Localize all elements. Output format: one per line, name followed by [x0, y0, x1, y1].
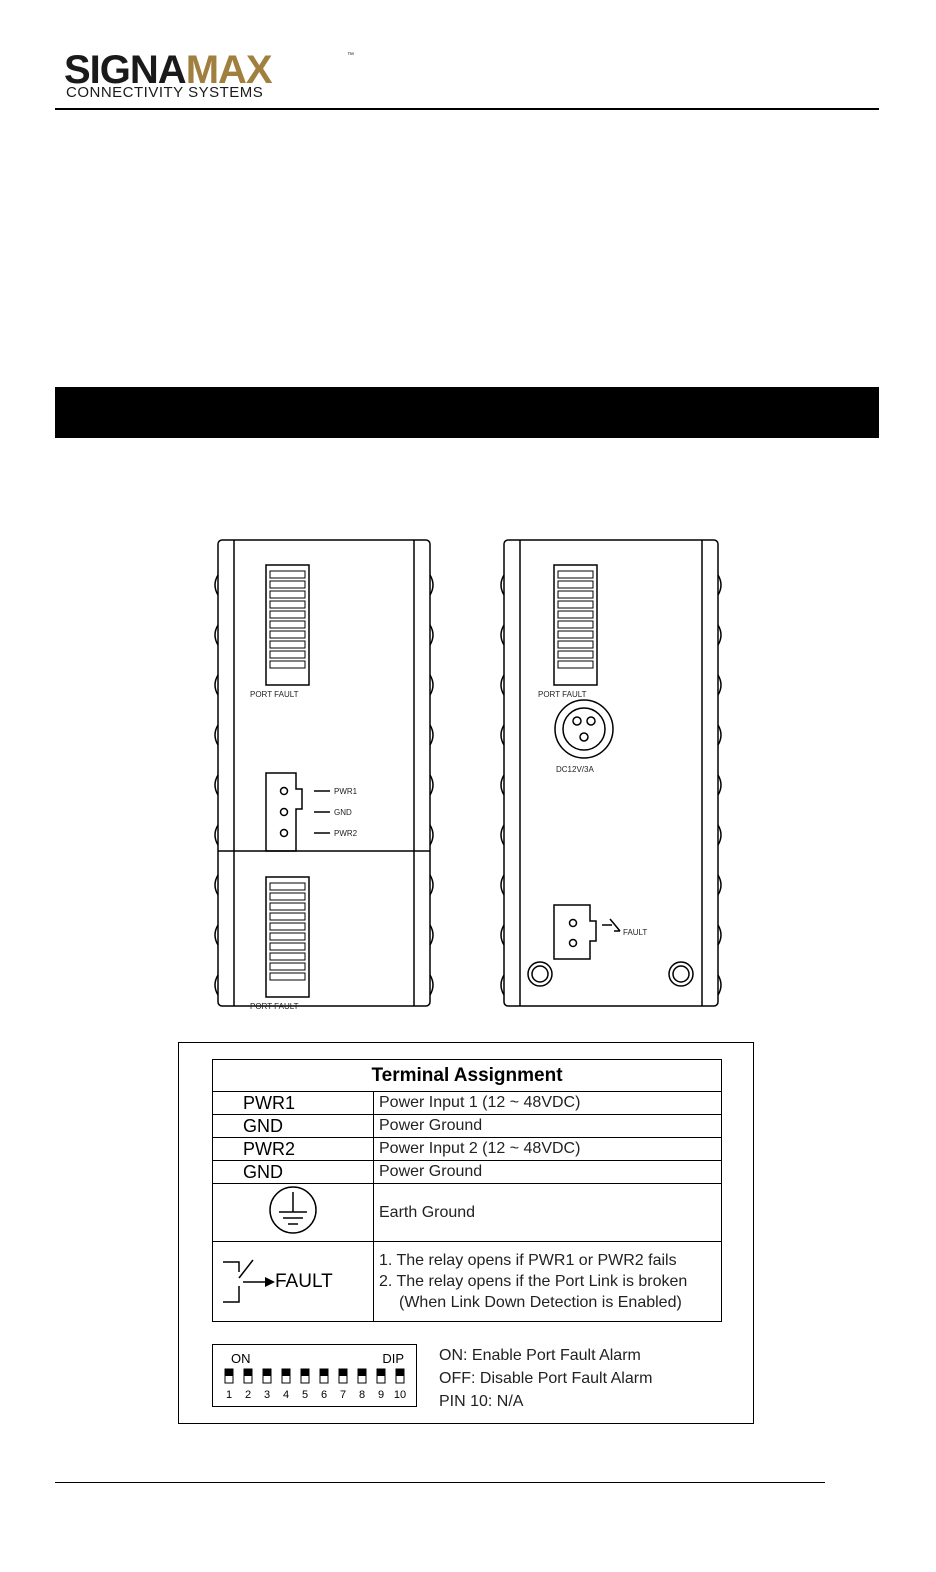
dip-legend-line: ON: Enable Port Fault Alarm — [439, 1347, 641, 1364]
dip-dip-label: DIP — [382, 1351, 404, 1366]
left-pwr2-label: PWR2 — [334, 829, 358, 838]
table-row-earth — [213, 1184, 722, 1242]
terminal-assignment-box — [178, 1042, 754, 1424]
dip-legend — [439, 1344, 652, 1413]
dip-pin-number: 1 — [225, 1389, 233, 1401]
table-row — [213, 1092, 722, 1115]
fault-desc-line: 1. The relay opens if PWR1 or PWR2 fails — [379, 1252, 677, 1269]
table-row — [213, 1161, 722, 1184]
terminal-assignment-table — [212, 1059, 722, 1322]
dip-pin-number: 5 — [301, 1389, 309, 1401]
logo-trademark: ™ — [347, 52, 354, 59]
left-port-fault-bottom-label: PORT FAULT — [250, 1002, 299, 1011]
dip-pin-number: 7 — [339, 1389, 347, 1401]
footer-rule — [55, 1482, 825, 1483]
fault-desc-cell — [374, 1242, 722, 1322]
dip-switch-diagram — [212, 1344, 417, 1407]
earth-icon-cell — [213, 1184, 374, 1242]
dip-switch-array — [213, 1345, 416, 1406]
dip-pin-number: 10 — [393, 1389, 407, 1401]
terminal-desc: Power Input 2 (12 ~ 48VDC) — [374, 1138, 722, 1161]
header-rule — [55, 108, 879, 110]
left-gnd-label: GND — [334, 808, 352, 817]
table-header-row — [213, 1060, 722, 1092]
fault-desc-line: 2. The relay opens if the Port Link is broken — [379, 1273, 688, 1290]
device-drawing — [210, 535, 730, 1013]
logo-brand-gold: MAX — [185, 48, 272, 92]
earth-ground-icon — [267, 1184, 319, 1236]
fault-icon-cell — [213, 1242, 374, 1322]
left-dip-switches — [270, 571, 305, 980]
logo-brand-dark: SIGNA — [64, 48, 186, 92]
dip-legend-line: OFF: Disable Port Fault Alarm — [439, 1370, 653, 1387]
left-pwr1-label: PWR1 — [334, 787, 358, 796]
dip-pin-number: 9 — [377, 1389, 385, 1401]
right-fault-label: FAULT — [623, 928, 648, 937]
device-figure — [210, 535, 730, 1013]
dip-pin-number: 6 — [320, 1389, 328, 1401]
table-row — [213, 1115, 722, 1138]
table-row — [213, 1138, 722, 1161]
fault-desc — [379, 1250, 716, 1313]
dip-pin-number: 4 — [282, 1389, 290, 1401]
terminal-code: GND — [213, 1161, 374, 1184]
dip-legend-line: PIN 10: N/A — [439, 1393, 524, 1410]
right-port-fault-label: PORT FAULT — [538, 690, 587, 699]
terminal-code: GND — [213, 1115, 374, 1138]
left-port-fault-label: PORT FAULT — [250, 690, 299, 699]
terminal-desc: Power Input 1 (12 ~ 48VDC) — [374, 1092, 722, 1115]
earth-desc: Earth Ground — [374, 1184, 722, 1242]
left-device — [215, 540, 433, 1006]
logo-subtitle: CONNECTIVITY SYSTEMS — [66, 84, 264, 101]
dip-on-label: ON — [231, 1351, 251, 1366]
dip-pin-number: 8 — [358, 1389, 366, 1401]
section-header-bar — [55, 387, 879, 438]
signamax-logo — [62, 48, 382, 108]
terminal-code: PWR1 — [213, 1092, 374, 1115]
relay-icon — [221, 1256, 275, 1308]
fault-desc-line: (When Link Down Detection is Enabled) — [399, 1294, 682, 1311]
terminal-desc: Power Ground — [374, 1115, 722, 1138]
fault-icon-label: FAULT — [275, 1270, 333, 1292]
table-row-fault — [213, 1242, 722, 1322]
right-device — [501, 540, 721, 1006]
right-dc-input-label: DC12V/3A — [556, 765, 594, 774]
right-dip-switches — [558, 571, 593, 668]
terminal-code: PWR2 — [213, 1138, 374, 1161]
dip-pin-number: 3 — [263, 1389, 271, 1401]
table-title: Terminal Assignment — [213, 1060, 722, 1092]
dip-pin-number: 2 — [244, 1389, 252, 1401]
terminal-desc: Power Ground — [374, 1161, 722, 1184]
